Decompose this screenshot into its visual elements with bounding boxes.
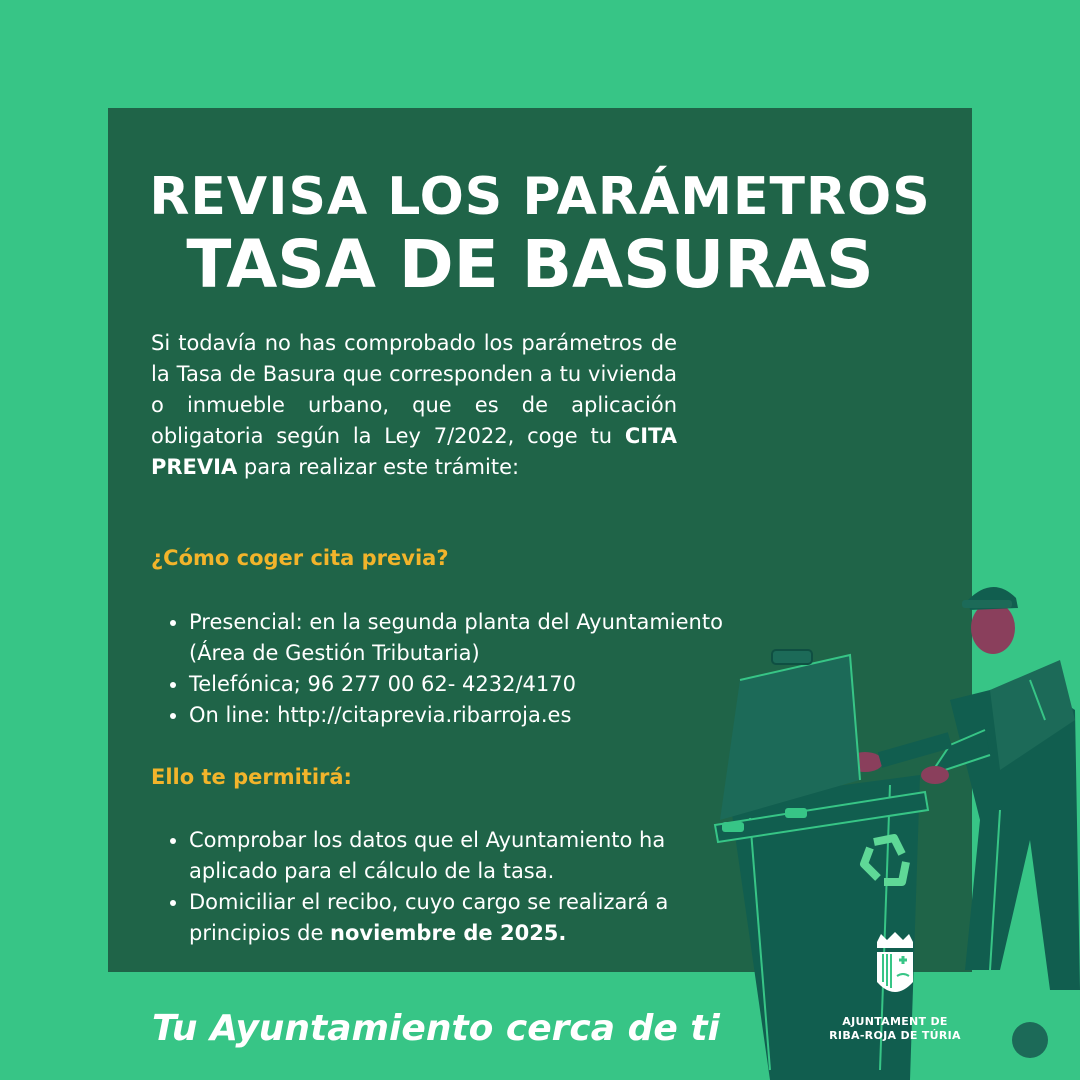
tagline: Tu Ayuntamiento cerca de ti bbox=[152, 1008, 720, 1049]
ello-item-domiciliar-bold: noviembre de 2025. bbox=[330, 921, 567, 945]
cita-list bbox=[151, 607, 749, 731]
cita-item-telefonica: • Telefónica; 96 277 00 62- 4232/4170 bbox=[189, 669, 749, 700]
intro-bold: CITA PREVIA bbox=[151, 424, 677, 479]
ello-item-domiciliar bbox=[189, 887, 749, 949]
cita-heading: ¿Cómo coger cita previa? bbox=[151, 546, 449, 570]
intro-paragraph bbox=[151, 328, 677, 483]
town-crest-icon bbox=[873, 930, 917, 1010]
intro-text-after: para realizar este trámite: bbox=[237, 455, 520, 479]
town-logo bbox=[820, 930, 970, 1043]
ello-list bbox=[151, 825, 749, 949]
logo-line-2: RIBA-ROJA DE TÚRIA bbox=[829, 1029, 961, 1042]
logo-line-1: AJUNTAMENT DE bbox=[842, 1015, 948, 1028]
title-line-2: TASA DE BASURAS bbox=[186, 226, 874, 303]
intro-text-before: Si todavía no has comprobado los parámetros de la Tasa de Basura que corresponden a tu vivienda o inmueble urbano, que es de aplicación obligatoria según la Ley 7/2022, coge tu bbox=[151, 331, 677, 448]
ello-item-comprobar: • Comprobar los datos que el Ayuntamiento ha aplicado para el cálculo de la tasa. bbox=[189, 825, 749, 887]
ello-heading: Ello te permitirá: bbox=[151, 765, 352, 789]
cita-item-presencial: • Presencial: en la segunda planta del Ayuntamiento (Área de Gestión Tributaria) bbox=[189, 607, 749, 669]
title-line-1: REVISA LOS PARÁMETROS bbox=[149, 167, 931, 227]
ello-item-domiciliar-text: Domiciliar el recibo, cuyo cargo se realizará a principios de bbox=[189, 890, 669, 945]
cita-item-online: • On line: http://citaprevia.ribarroja.es bbox=[189, 700, 749, 731]
